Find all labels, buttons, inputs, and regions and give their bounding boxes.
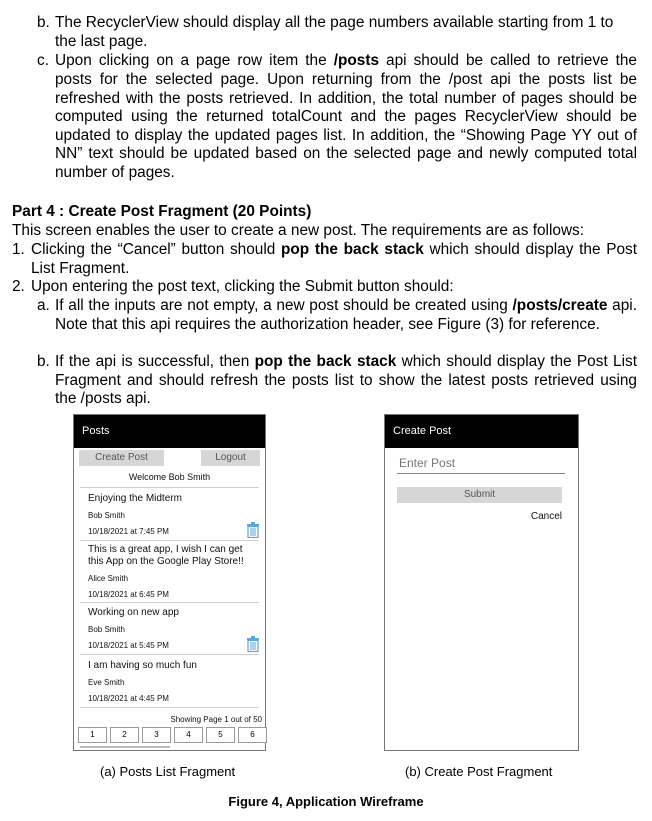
post-author: Bob Smith bbox=[88, 625, 125, 634]
req2-marker: 2. bbox=[12, 278, 25, 295]
item-b-line1: The RecyclerView should display all the page numbers available starting from 1 to bbox=[55, 14, 614, 31]
req2a-text: If all the inputs are not empty, a new post should be created using /posts/create api. Note that this api requires the authorization header, see Figure (3) for reference. bbox=[55, 297, 637, 333]
page-item[interactable]: 5 bbox=[206, 727, 235, 743]
page-item[interactable]: 1 bbox=[78, 727, 107, 743]
divider bbox=[80, 707, 259, 708]
req2b-text: If the api is successful, then pop the back stack which should display the Post List Fragment and should refresh the posts list to show the latest posts retrieved using the /posts api. bbox=[55, 353, 637, 408]
item-c-line1: Upon clicking on a page row item the /posts api should be called to retrieve the bbox=[55, 52, 637, 69]
page-item[interactable]: 4 bbox=[174, 727, 203, 743]
showing-page-text: Showing Page 1 out of 50 bbox=[170, 715, 262, 724]
post-text: Enjoying the Midterm bbox=[88, 493, 182, 504]
part4-intro: This screen enables the user to create a new post. The requirements are as follows: bbox=[12, 222, 585, 239]
divider bbox=[80, 654, 259, 655]
req1-marker: 1. bbox=[12, 241, 25, 258]
post-author: Bob Smith bbox=[88, 511, 125, 520]
posts-list-wireframe bbox=[73, 414, 266, 751]
posts-title: Posts bbox=[82, 425, 110, 437]
welcome-text: Welcome Bob Smith bbox=[128, 472, 211, 482]
post-date: 10/18/2021 at 5:45 PM bbox=[88, 641, 169, 650]
post-date: 10/18/2021 at 4:45 PM bbox=[88, 694, 169, 703]
divider bbox=[80, 540, 259, 541]
divider bbox=[80, 602, 259, 603]
caption-a: (a) Posts List Fragment bbox=[100, 764, 236, 779]
page-item[interactable]: 2 bbox=[110, 727, 139, 743]
item-c-rest: posts for the selected page. Upon returning from the /post api the posts list be refreshed with the posts retrieved. In addition, the total number of pages should be computed using the returned totalCount and the pages RecyclerView should be updated to display the updated pages list. In addition, the “Showing Page YY out of NN” text should be updated based on the selected page and newly computed total number of pages. bbox=[55, 71, 637, 181]
part4-heading: Part 4 : Create Post Fragment (20 Points) bbox=[12, 203, 312, 220]
post-date: 10/18/2021 at 7:45 PM bbox=[88, 527, 169, 536]
divider bbox=[80, 487, 259, 488]
list-marker-c: c. bbox=[37, 52, 49, 69]
post-text: This is a great app, I wish I can get this App on the Google Play Store!! bbox=[88, 544, 244, 567]
post-author: Eve Smith bbox=[88, 678, 125, 687]
post-author: Alice Smith bbox=[88, 574, 129, 583]
list-marker-b: b. bbox=[37, 14, 50, 31]
req2-text: Upon entering the post text, clicking the Submit button should: bbox=[31, 278, 454, 295]
figure-caption: Figure 4, Application Wireframe bbox=[228, 794, 424, 809]
pages-scrollbar[interactable] bbox=[80, 746, 170, 748]
pages-list bbox=[78, 727, 270, 743]
item-b-line2: the last page. bbox=[55, 33, 148, 50]
post-input[interactable] bbox=[397, 453, 565, 474]
post-date: 10/18/2021 at 6:45 PM bbox=[88, 590, 169, 599]
post-text: Working on new app bbox=[88, 607, 179, 618]
create-post-wireframe bbox=[384, 414, 579, 751]
api-posts-bold: /posts bbox=[333, 52, 380, 69]
create-post-title: Create Post bbox=[393, 425, 452, 437]
req2b-marker: b. bbox=[37, 353, 50, 370]
page-item[interactable]: 3 bbox=[142, 727, 171, 743]
caption-b: (b) Create Post Fragment bbox=[405, 764, 553, 779]
logout-button[interactable]: Logout bbox=[201, 450, 260, 466]
trash-icon[interactable] bbox=[246, 522, 260, 538]
trash-icon[interactable] bbox=[246, 636, 260, 652]
posts-app-bar bbox=[74, 415, 265, 448]
post-text: I am having so much fun bbox=[88, 660, 197, 671]
req1-text: Clicking the “Cancel” button should pop the back stack which should display the Post List Fragment. bbox=[31, 241, 637, 277]
submit-button[interactable]: Submit bbox=[397, 487, 562, 503]
req2a-marker: a. bbox=[37, 297, 50, 314]
create-post-button[interactable]: Create Post bbox=[79, 450, 164, 466]
create-post-app-bar bbox=[385, 415, 578, 448]
cancel-button[interactable]: Cancel bbox=[530, 511, 562, 522]
page-item[interactable]: 6 bbox=[238, 727, 267, 743]
